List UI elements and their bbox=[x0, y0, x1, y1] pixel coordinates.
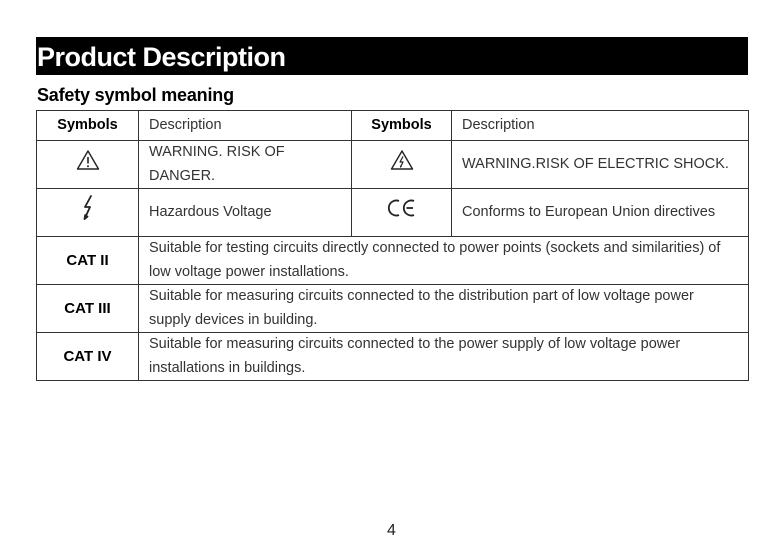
symbol-cell bbox=[352, 189, 452, 237]
description-cell: Hazardous Voltage bbox=[139, 189, 352, 237]
warning-triangle-icon bbox=[76, 149, 100, 180]
page-title: Product Description bbox=[37, 42, 286, 72]
table-row bbox=[37, 333, 749, 381]
description-cell: Conforms to European Union directives bbox=[452, 189, 749, 237]
table-row bbox=[37, 285, 749, 333]
header-symbols: Symbols bbox=[352, 111, 452, 141]
category-description: Suitable for testing circuits directly connected to power points (sockets and similarities) of low voltage power installations. bbox=[139, 237, 749, 285]
category-label: CAT III bbox=[37, 285, 139, 333]
header-description: Description bbox=[452, 111, 749, 141]
category-label: CAT II bbox=[37, 237, 139, 285]
category-description: Suitable for measuring circuits connected to the distribution part of low voltage power supply devices in building. bbox=[139, 285, 749, 333]
table-row bbox=[37, 141, 749, 189]
page-number: 4 bbox=[387, 522, 396, 539]
ce-mark-icon bbox=[387, 198, 417, 227]
category-label: CAT IV bbox=[37, 333, 139, 381]
section-title: Safety symbol meaning bbox=[37, 85, 234, 105]
description-cell: WARNING.RISK OF ELECTRIC SHOCK. bbox=[452, 141, 749, 189]
table-row bbox=[37, 237, 749, 285]
description-cell: WARNING. RISK OF DANGER. bbox=[139, 141, 352, 189]
symbol-cell bbox=[37, 141, 139, 189]
header-description: Description bbox=[139, 111, 352, 141]
safety-symbol-table bbox=[36, 110, 749, 381]
header-symbols: Symbols bbox=[37, 111, 139, 141]
electric-shock-warning-icon bbox=[390, 149, 414, 180]
high-voltage-bolt-icon bbox=[81, 195, 95, 230]
table-header-row bbox=[37, 111, 749, 141]
table-row bbox=[37, 189, 749, 237]
category-description: Suitable for measuring circuits connected to the power supply of low voltage power installations in buildings. bbox=[139, 333, 749, 381]
symbol-cell bbox=[37, 189, 139, 237]
symbol-cell bbox=[352, 141, 452, 189]
title-bar bbox=[36, 37, 748, 75]
